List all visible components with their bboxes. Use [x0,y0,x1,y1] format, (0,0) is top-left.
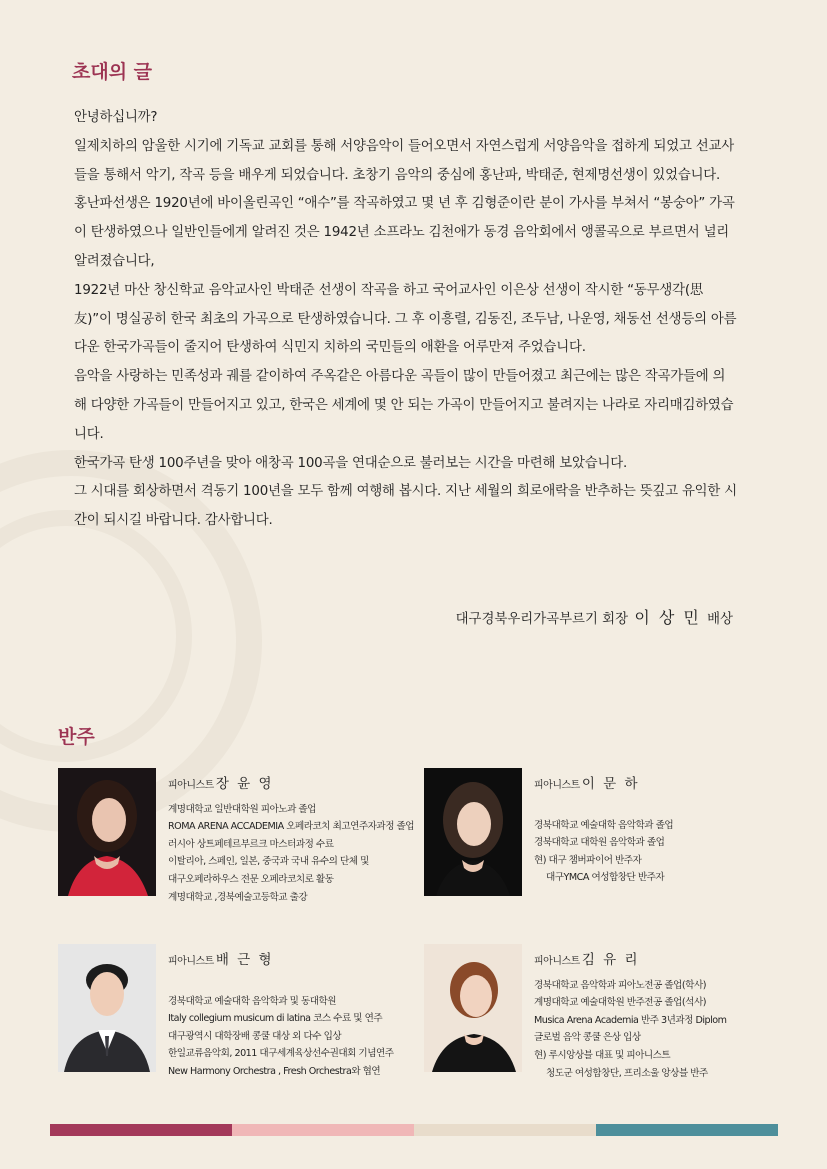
letter-paragraph: 음악을 사랑하는 민족성과 궤를 같이하여 주옥같은 아름다운 곡들이 많이 만들어졌고 최근에는 많은 작곡가들에 의해 다양한 가곡들이 만들어지고 있고, 한국은 세계에 몇 안 되는 가곡이 만들어지고 불려지는 나라로 자리매김하였습니다. [74,369,734,442]
portrait-icon [58,944,156,1072]
career-line: 한일교류음악회, 2011 대구세계육상선수권대회 기념연주 [168,1048,394,1060]
career-line: 러시아 상트페테르부르크 마스터과정 수료 [168,838,334,850]
signature [456,605,733,628]
pianist-info [534,952,726,1082]
letter-paragraph: 홍난파선생은 1920년에 바이올린곡인 “애수”를 작곡하였고 몇 년 후 김형준이란 분이 가사를 부쳐서 “봉숭아” 가곡이 탄생하였으나 일반인들에게 알려진 것은 1942년 소프라노 김천애가 동경 음악회에서 앵콜곡으로 부르면서 널리 알려졌습니다, [74,196,735,269]
career-line: 계명대학교 ,경북예술고등학교 출강 [168,891,308,903]
accompaniment-title: 반주 [58,726,95,748]
pianist-role: 피아니스트 [168,956,214,967]
footer-bar-segment [596,1124,778,1136]
pianist-info [168,952,394,1081]
signature-name: 이 상 민 [634,608,701,627]
career-line: 경북대학교 음악학과 피아노전공 졸업(학사) [534,979,706,991]
invitation-letter [74,104,738,536]
career-line: 경북대학교 대학원 음악학과 졸업 [534,837,665,849]
letter-paragraph: 한국가곡 탄생 100주년을 맞아 애창곡 100곡을 연대순으로 불러보는 시간을 마련해 보았습니다. [74,455,628,471]
career-line: 대구YMCA 여성합창단 반주자 [546,872,665,884]
pianist-info [534,776,673,887]
career-line: 청도군 여성합창단, 프리소울 앙상블 반주 [546,1067,708,1079]
career-line: 경북대학교 예술대학 음악학과 및 동대학원 [168,995,337,1007]
letter-paragraph: 그 시대를 회상하면서 격동기 100년을 모두 함께 여행해 봅시다. 지난 세월의 희로애락을 반추하는 뜻깊고 유익한 시간이 되시길 바랍니다. 감사합니다. [74,484,737,529]
pianist-name: 이 문 하 [581,776,640,792]
career-line: 대구오페라하우스 전문 오페라코치로 활동 [168,873,334,885]
career-line: 계명대학교 예술대학원 반주전공 졸업(석사) [534,997,706,1009]
pianist-photo [424,944,522,1072]
footer-bar-segment [414,1124,596,1136]
footer-bar-segment [50,1124,232,1136]
signature-suffix: 배상 [707,612,733,627]
signature-prefix: 대구경북우리가곡부르기 회장 [455,612,629,627]
career-line: ROMA ARENA ACCADEMIA 오페라코치 최고연주자과정 졸업 [168,821,415,833]
portrait-icon [424,944,522,1072]
letter-paragraph: 1922년 마산 창신학교 음악교사인 박태준 선생이 작곡을 하고 국어교사인 이은상 선생이 작시한 “동무생각(思友)”이 명실공히 한국 최초의 가곡으로 탄생하였습니다. 그 후 이흥렬, 김동진, 조두남, 나운영, 채동선 선생등의 아름다운 한국가곡들이 줄지어 탄생하여 식민지 치하의 국민들의 애환을 어루만져 주었습니다. [74,282,737,356]
pianist-photo [58,768,156,896]
portrait-icon [424,768,522,896]
pianist-name: 배 근 형 [215,952,274,968]
career-line: Musica Arena Academia 반주 3년과정 Diplom [534,1014,727,1026]
pianist-photo [58,944,156,1072]
letter-paragraph: 안녕하십니까? [74,110,158,125]
pianist-role: 피아니스트 [534,956,580,967]
letter-paragraph: 일제치하의 암울한 시기에 기독교 교회를 통해 서양음악이 들어오면서 자연스럽게 서양음악을 접하게 되었고 선교사들을 통해서 악기, 작곡 등을 배우게 되었습니다. 초창기 음악의 중심에 홍난파, 박태준, 현제명선생이 있었습니다. [74,138,734,183]
career-line: 글로벌 음악 콩쿨 은상 입상 [534,1032,641,1044]
career-line: New Harmony Orchestra , Fresh Orchestra와 협연 [168,1065,381,1077]
career-line: 계명대학교 일반대학원 피아노과 졸업 [168,803,316,815]
invitation-title: 초대의 글 [72,61,153,83]
pianist-name: 장 윤 영 [215,776,274,792]
portrait-icon [58,768,156,896]
career-line: 경북대학교 예술대학 음악학과 졸업 [534,819,674,831]
career-line: 이탈리아, 스페인, 일본, 중국과 국내 유수의 단체 및 [168,856,369,868]
footer-bar-segment [232,1124,414,1136]
career-line: 대구광역시 대학장배 콩쿨 대상 외 다수 입상 [168,1030,342,1042]
pianist-info [168,776,414,906]
pianist-role: 피아니스트 [168,780,214,791]
career-line: Italy collegium musicum di latina 코스 수료 및 연주 [168,1013,383,1025]
career-line: 현) 대구 챔버파이어 반주자 [534,854,642,866]
pianist-name: 김 유 리 [581,952,640,968]
career-line: 현) 루시앙상블 대표 및 피아니스트 [534,1049,671,1061]
pianist-role: 피아니스트 [534,780,580,791]
pianist-photo [424,768,522,896]
